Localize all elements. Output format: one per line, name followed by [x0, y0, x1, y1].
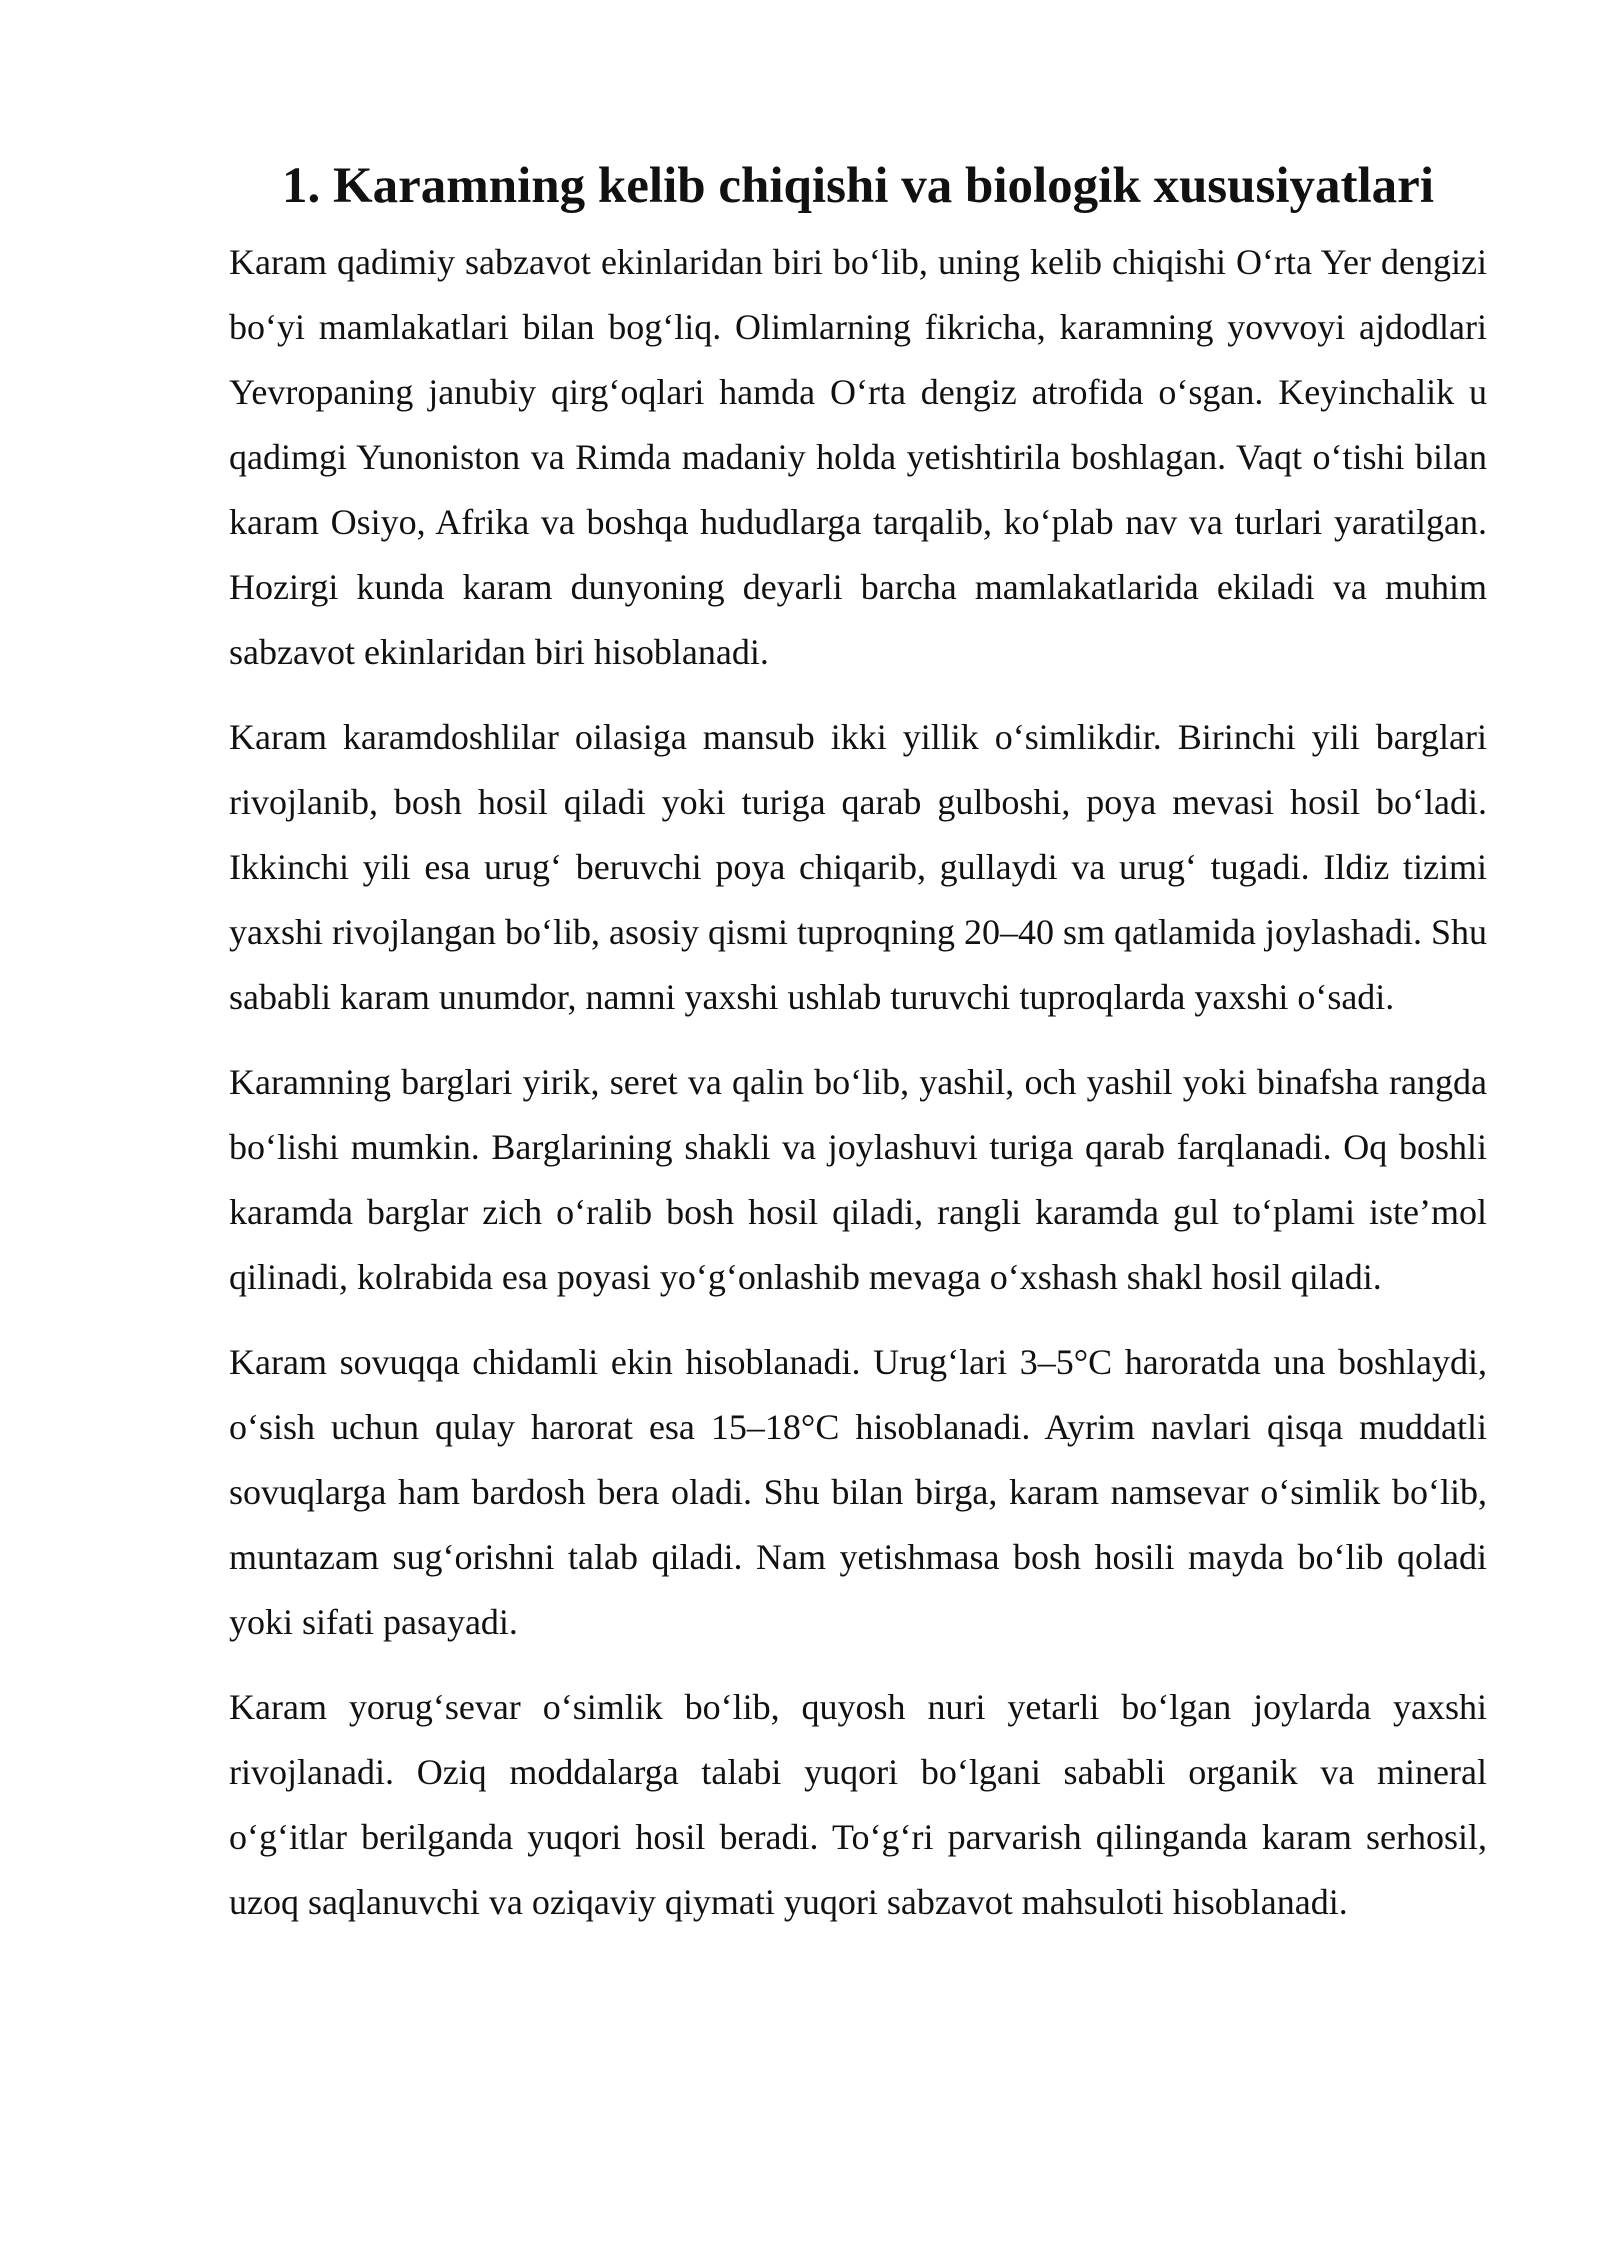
document-title: 1. Karamning kelib chiqishi va biologik xususiyatlari: [281, 158, 1434, 214]
paragraph-leaves: Karamning barglari yirik, seret va qalin bo‘lib, yashil, och yashil yoki binafsha rangda bo‘lishi mumkin. Barglarining shakli va joylashuvi turiga qarab farqlanadi. Oq boshli karamda barglar zich o‘ralib bosh hosil qiladi, rangli karamda gul to‘plami iste’mol qilinadi, kolrabida esa poyasi yo‘g‘onlashib mevaga o‘xshash shakl hosil qiladi.: [229, 1062, 1487, 1297]
paragraph-temperature: Karam sovuqqa chidamli ekin hisoblanadi. Urug‘lari 3–5°C haroratda una boshlaydi, o‘sish uchun qulay harorat esa 15–18°C hisoblanadi. Ayrim navlari qisqa muddatli sovuqlarga ham bardosh bera oladi. Shu bilan birga, karam namsevar o‘simlik bo‘lib, muntazam sug‘orishni talab qiladi. Nam yetishmasa bosh hosili mayda bo‘lib qoladi yoki sifati pasayadi.: [229, 1342, 1487, 1642]
paragraph-light-and-nutrition: Karam yorug‘sevar o‘simlik bo‘lib, quyosh nuri yetarli bo‘lgan joylarda yaxshi rivojlanadi. Oziq moddalarga talabi yuqori bo‘lgani sababli organik va mineral o‘g‘itlar berilganda yuqori hosil beradi. To‘g‘ri parvarish qilinganda karam serhosil, uzoq saqlanuvchi va oziqaviy qiymati yuqori sabzavot mahsuloti hisoblanadi.: [229, 1687, 1487, 1922]
document-body: [229, 150, 1487, 1955]
paragraph-plant-lifecycle: Karam karamdoshlilar oilasiga mansub ikki yillik o‘simlikdir. Birinchi yili barglari rivojlanib, bosh hosil qiladi yoki turiga qarab gulboshi, poya mevasi hosil bo‘ladi. Ikkinchi yili esa urug‘ beruvchi poya chiqarib, gullaydi va urug‘ tugadi. Ildiz tizimi yaxshi rivojlangan bo‘lib, asosiy qismi tuproqning 20–40 sm qatlamida joylashadi. Shu sababli karam unumdor, namni yaxshi ushlab turuvchi tuproqlarda yaxshi o‘sadi.: [229, 717, 1487, 1017]
paragraph-origin: Karam qadimiy sabzavot ekinlaridan biri bo‘lib, uning kelib chiqishi O‘rta Yer dengizi bo‘yi mamlakatlari bilan bog‘liq. Olimlarning fikricha, karamning yovvoyi ajdodlari Yevropaning janubiy qirg‘oqlari hamda O‘rta dengiz atrofida o‘sgan. Keyinchalik u qadimgi Yunoniston va Rimda madaniy holda yetishtirila boshlagan. Vaqt o‘tishi bilan karam Osiyo, Afrika va boshqa hududlarga tarqalib, ko‘plab nav va turlari yaratilgan. Hozirgi kunda karam dunyoning deyarli barcha mamlakatlarida ekiladi va muhim sabzavot ekinlaridan biri hisoblanadi.: [229, 242, 1487, 672]
